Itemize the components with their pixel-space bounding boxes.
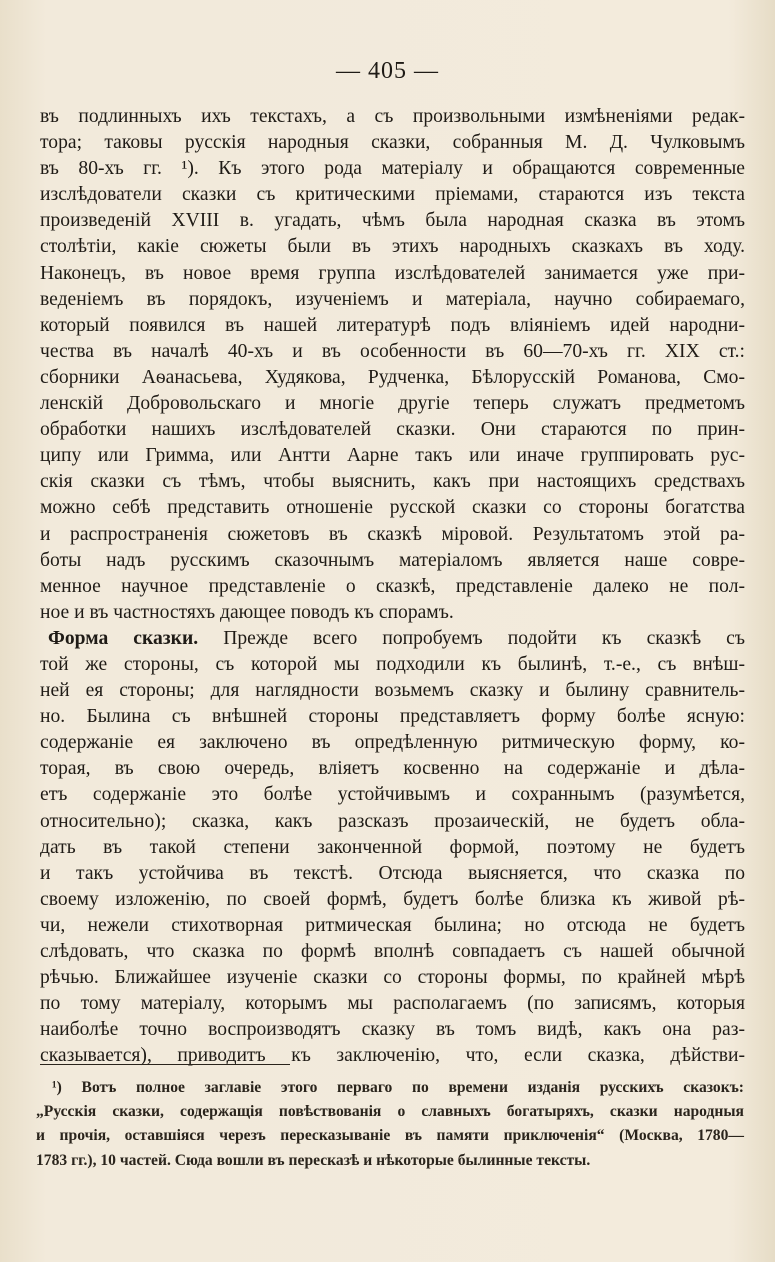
- text-line: рѣчью. Ближайшее изученіе сказки со стороны формы, по крайней мѣрѣ: [40, 967, 745, 989]
- text-line: слѣдовать, что сказка по формѣ вполнѣ совпадаетъ съ нашей обычной: [40, 941, 745, 962]
- text-line: въ 80-хъ гг. ¹). Къ этого рода матеріалу и обращаются современные: [40, 158, 745, 180]
- footnote-line: и прочія, оставшіяся черезъ пересказываніе въ памяти приключенія“ (Москва, 1780—: [36, 1127, 744, 1145]
- text-line: но. Былина съ внѣшней стороны представляетъ форму болѣе ясную:: [40, 706, 745, 728]
- text-line: боты надъ русскимъ сказочнымъ матеріаломъ является наше совре-: [40, 549, 745, 571]
- text-line: той же стороны, съ которой мы подходили къ былинѣ, т.-е., съ внѣш-: [40, 653, 745, 675]
- footnote-line: ¹) Вотъ полное заглавіе этого перваго по времени изданія русскихъ сказокъ:: [52, 1079, 744, 1096]
- text-line: ней ея стороны; для наглядности возьмемъ сказку и былину сравнитель-: [40, 680, 745, 702]
- section-heading: Форма сказки.: [48, 627, 199, 649]
- text-line: Наконецъ, въ новое время группа изслѣдователей занимается уже при-: [40, 262, 745, 284]
- text-line: сказывается), приводитъ къ заключенію, что, если сказка, дѣйстви-: [40, 1045, 745, 1067]
- page-number: — 405 —: [336, 58, 439, 84]
- text-line: скія сказки съ тѣмъ, чтобы выяснить, какъ при настоящихъ средствахъ: [40, 471, 745, 493]
- text-line: ципу или Гримма, или Антти Аарне такъ или иначе группировать рус-: [40, 445, 745, 467]
- text-line: столѣтіи, какіе сюжеты были въ этихъ народныхъ сказкахъ въ ходу.: [40, 236, 745, 258]
- text-line: и такъ устойчива въ текстѣ. Отсюда выясняется, что сказка по: [40, 862, 745, 884]
- text-line: по тому матеріалу, которымъ мы располагаемъ (по записямъ, которыя: [40, 993, 745, 1015]
- main-text: [40, 104, 745, 1069]
- footnote-divider: [40, 1064, 290, 1065]
- text-line: ное и въ частностяхъ дающее поводъ къ спорамъ.: [40, 601, 454, 623]
- footnote: [36, 1076, 744, 1173]
- text-line: своему изложенію, по своей формѣ, будетъ болѣе близка къ живой рѣ-: [40, 888, 745, 910]
- text-line: содержаніе ея заключено въ опредѣленную ритмическую форму, ко-: [40, 732, 745, 754]
- text-line: и распространенія сюжетовъ въ сказкѣ міровой. Результатомъ этой ра-: [40, 523, 745, 545]
- text-line: обработки нашихъ изслѣдователей сказки. Они стараются по прин-: [40, 419, 745, 441]
- text-line: чества въ началѣ 40-хъ и въ особенности въ 60—70-хъ гг. XIX ст.:: [40, 340, 745, 362]
- text-line: можно себѣ представить отношеніе русской сказки со стороны богатства: [40, 497, 745, 519]
- footnote-line: „Русскія сказки, содержащія повѣствованія о славныхъ богатыряхъ, сказки народныя: [36, 1103, 744, 1121]
- text-line: чи, нежели стихотворная ритмическая былина; но отсюда не будетъ: [40, 914, 745, 936]
- text-line: тора; таковы русскія народныя сказки, собранныя М. Д. Чулковымъ: [40, 132, 745, 154]
- text-line: етъ содержаніе это болѣе устойчивымъ и сохраннымъ (разумѣется,: [40, 784, 745, 806]
- text-line: Прежде всего попробуемъ подойти къ сказкѣ съ: [223, 627, 745, 649]
- text-line: произведеній XVIII в. угадать, чѣмъ была народная сказка въ этомъ: [40, 210, 745, 232]
- section-paragraph-start: [40, 626, 745, 652]
- text-line: изслѣдователи сказки съ критическими пріемами, стараются изъ текста: [40, 184, 745, 206]
- text-line: сборники Аѳанасьева, Худякова, Рудченка, Бѣлорусскій Романова, Смо-: [40, 366, 745, 388]
- text-line: торая, въ свою очередь, вліяетъ косвенно на содержаніе и дѣла-: [40, 758, 745, 780]
- text-line: наиболѣе точно воспроизводятъ сказку въ томъ видѣ, какъ она раз-: [40, 1019, 745, 1041]
- text-line: въ подлинныхъ ихъ текстахъ, а съ произвольными измѣненіями редак-: [40, 106, 745, 127]
- text-line: дать въ такой степени законченной формой, поэтому не будетъ: [40, 836, 745, 858]
- text-line: который появился въ нашей литературѣ подъ вліяніемъ идей народни-: [40, 314, 745, 336]
- text-line: веденіемъ въ порядокъ, изученіемъ и матеріала, научно собираемаго,: [40, 288, 745, 310]
- text-line: ленскій Добровольскаго и многіе другіе теперь служатъ предметомъ: [40, 393, 745, 415]
- footnote-line: 1783 гг.), 10 частей. Сюда вошли въ пересказѣ и нѣкоторые былинные тексты.: [36, 1151, 591, 1169]
- text-line: менное научное представленіе о сказкѣ, представленіе далеко не пол-: [40, 575, 745, 597]
- text-line: относительно); сказка, какъ разсказъ прозаическій, не будетъ обла-: [40, 810, 745, 832]
